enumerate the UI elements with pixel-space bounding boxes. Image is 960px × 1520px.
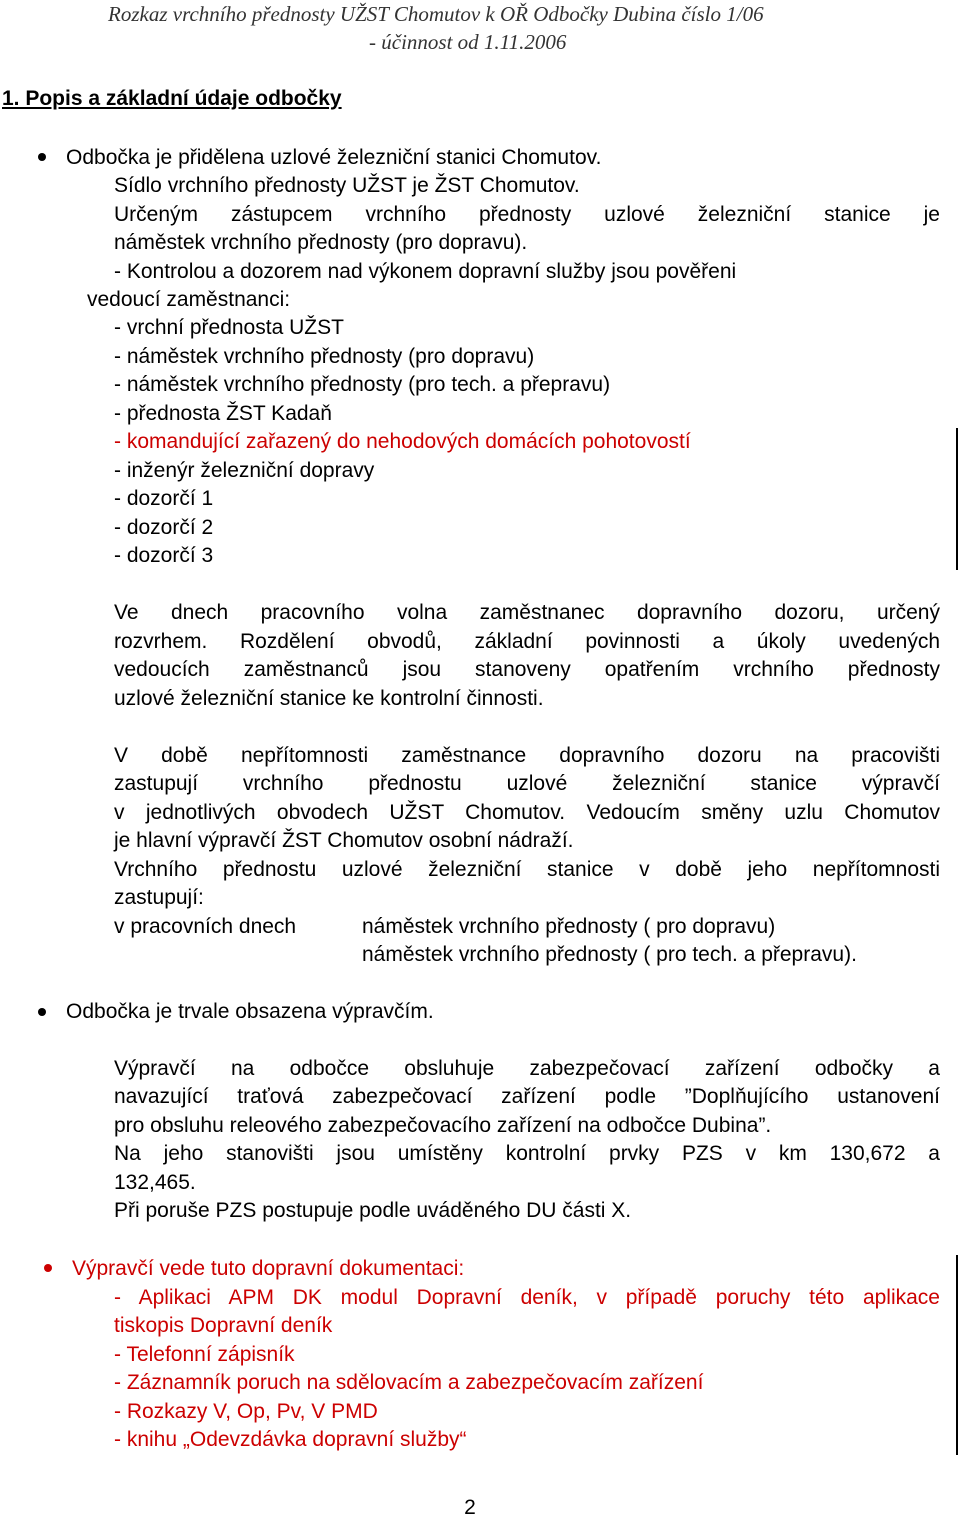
paragraph-line: 132,465. xyxy=(114,1171,196,1194)
documentation-item: tiskopis Dopravní deník xyxy=(114,1314,333,1337)
documentation-item: - Aplikaci APM DK modul Dopravní deník, v případě poruchy této aplikace xyxy=(114,1286,940,1309)
paragraph-line: Vrchního přednostu uzlové železniční stanice v době jeho nepřítomnosti xyxy=(114,858,940,881)
control-item: - inženýr železniční dopravy xyxy=(114,459,375,482)
paragraph-line: Výpravčí na odbočce obsluhuje zabezpečovací zařízení odbočky a xyxy=(114,1057,940,1080)
documentation-item: - Rozkazy V, Op, Pv, V PMD xyxy=(114,1400,378,1423)
paragraph-line: Ve dnech pracovního volna zaměstnanec dopravního dozoru, určený xyxy=(114,601,940,624)
control-item: - přednosta ŽST Kadaň xyxy=(114,402,332,425)
substitute-entry: náměstek vrchního přednosty ( pro dopravu) xyxy=(362,915,776,938)
bullet1-line: Odbočka je přidělena uzlové železniční stanici Chomutov. xyxy=(66,146,602,169)
bullet1-line: Určeným zástupcem vrchního přednosty uzlové železniční stanice je xyxy=(114,203,940,226)
control-item: - náměstek vrchního přednosty (pro tech. a přepravu) xyxy=(114,373,611,396)
paragraph-line: Při poruše PZS postupuje podle uváděného DU části X. xyxy=(114,1199,632,1222)
documentation-item: - Záznamník poruch na sdělovacím a zabezpečovacím zařízení xyxy=(114,1371,704,1394)
bullet3-title: Výpravčí vede tuto dopravní dokumentaci: xyxy=(72,1257,465,1280)
substitutes-label: v pracovních dnech xyxy=(114,915,297,938)
bullet-marker xyxy=(38,153,46,161)
header-line-2: - účinnost od 1.11.2006 xyxy=(369,30,567,54)
paragraph-line: zastupují: xyxy=(114,886,204,909)
paragraph-line: v jednotlivých obvodech UŽST Chomutov. Vedoucím směny uzlu Chomutov xyxy=(114,801,940,824)
change-bar xyxy=(956,1255,958,1455)
change-bar xyxy=(956,428,958,570)
control-item: - vrchní přednosta UŽST xyxy=(114,316,344,339)
paragraph-line: V době nepřítomnosti zaměstnance dopravního dozoru na pracovišti xyxy=(114,744,940,767)
control-intro-2: vedoucí zaměstnanci: xyxy=(87,288,291,311)
documentation-item: - knihu „Odevzdávka dopravní služby“ xyxy=(114,1428,467,1451)
paragraph-line: Na jeho stanovišti jsou umístěny kontrolní prvky PZS v km 130,672 a xyxy=(114,1142,940,1165)
header-line-1: Rozkaz vrchního přednosty UŽST Chomutov k OŘ Odbočky Dubina číslo 1/06 xyxy=(108,2,764,26)
bullet1-line: náměstek vrchního přednosty (pro dopravu). xyxy=(114,231,528,254)
paragraph-line: pro obsluhu releového zabezpečovacího zařízení na odbočce Dubina”. xyxy=(114,1114,772,1137)
section-title: 1. Popis a základní údaje odbočky xyxy=(2,87,342,110)
substitute-entry: náměstek vrchního přednosty ( pro tech. a přepravu). xyxy=(362,943,857,966)
bullet-marker xyxy=(44,1264,52,1272)
documentation-item: - Telefonní zápisník xyxy=(114,1343,295,1366)
control-item-highlighted: - komandující zařazený do nehodových domácích pohotovostí xyxy=(114,430,691,453)
paragraph-line: rozvrhem. Rozdělení obvodů, základní povinnosti a úkoly uvedených xyxy=(114,630,940,653)
paragraph-line: je hlavní výpravčí ŽST Chomutov osobní nádraží. xyxy=(114,829,574,852)
control-intro: - Kontrolou a dozorem nad výkonem dopravní služby jsou pověřeni xyxy=(114,260,737,283)
bullet2-text: Odbočka je trvale obsazena výpravčím. xyxy=(66,1000,434,1023)
paragraph-line: navazující traťová zabezpečovací zařízení podle ”Doplňujícího ustanovení xyxy=(114,1085,940,1108)
control-item: - dozorčí 1 xyxy=(114,487,214,510)
control-item: - náměstek vrchního přednosty (pro dopravu) xyxy=(114,345,535,368)
paragraph-line: uzlové železniční stanice ke kontrolní činnosti. xyxy=(114,687,544,710)
control-item: - dozorčí 3 xyxy=(114,544,214,567)
control-item: - dozorčí 2 xyxy=(114,516,214,539)
paragraph-line: vedoucích zaměstnanců jsou stanoveny opatřením vrchního přednosty xyxy=(114,658,940,681)
bullet-marker xyxy=(38,1008,46,1016)
paragraph-line: zastupují vrchního přednostu uzlové železniční stanice výpravčí xyxy=(114,772,940,795)
bullet1-line: Sídlo vrchního přednosty UŽST je ŽST Chomutov. xyxy=(114,174,580,197)
page-number: 2 xyxy=(464,1496,476,1519)
